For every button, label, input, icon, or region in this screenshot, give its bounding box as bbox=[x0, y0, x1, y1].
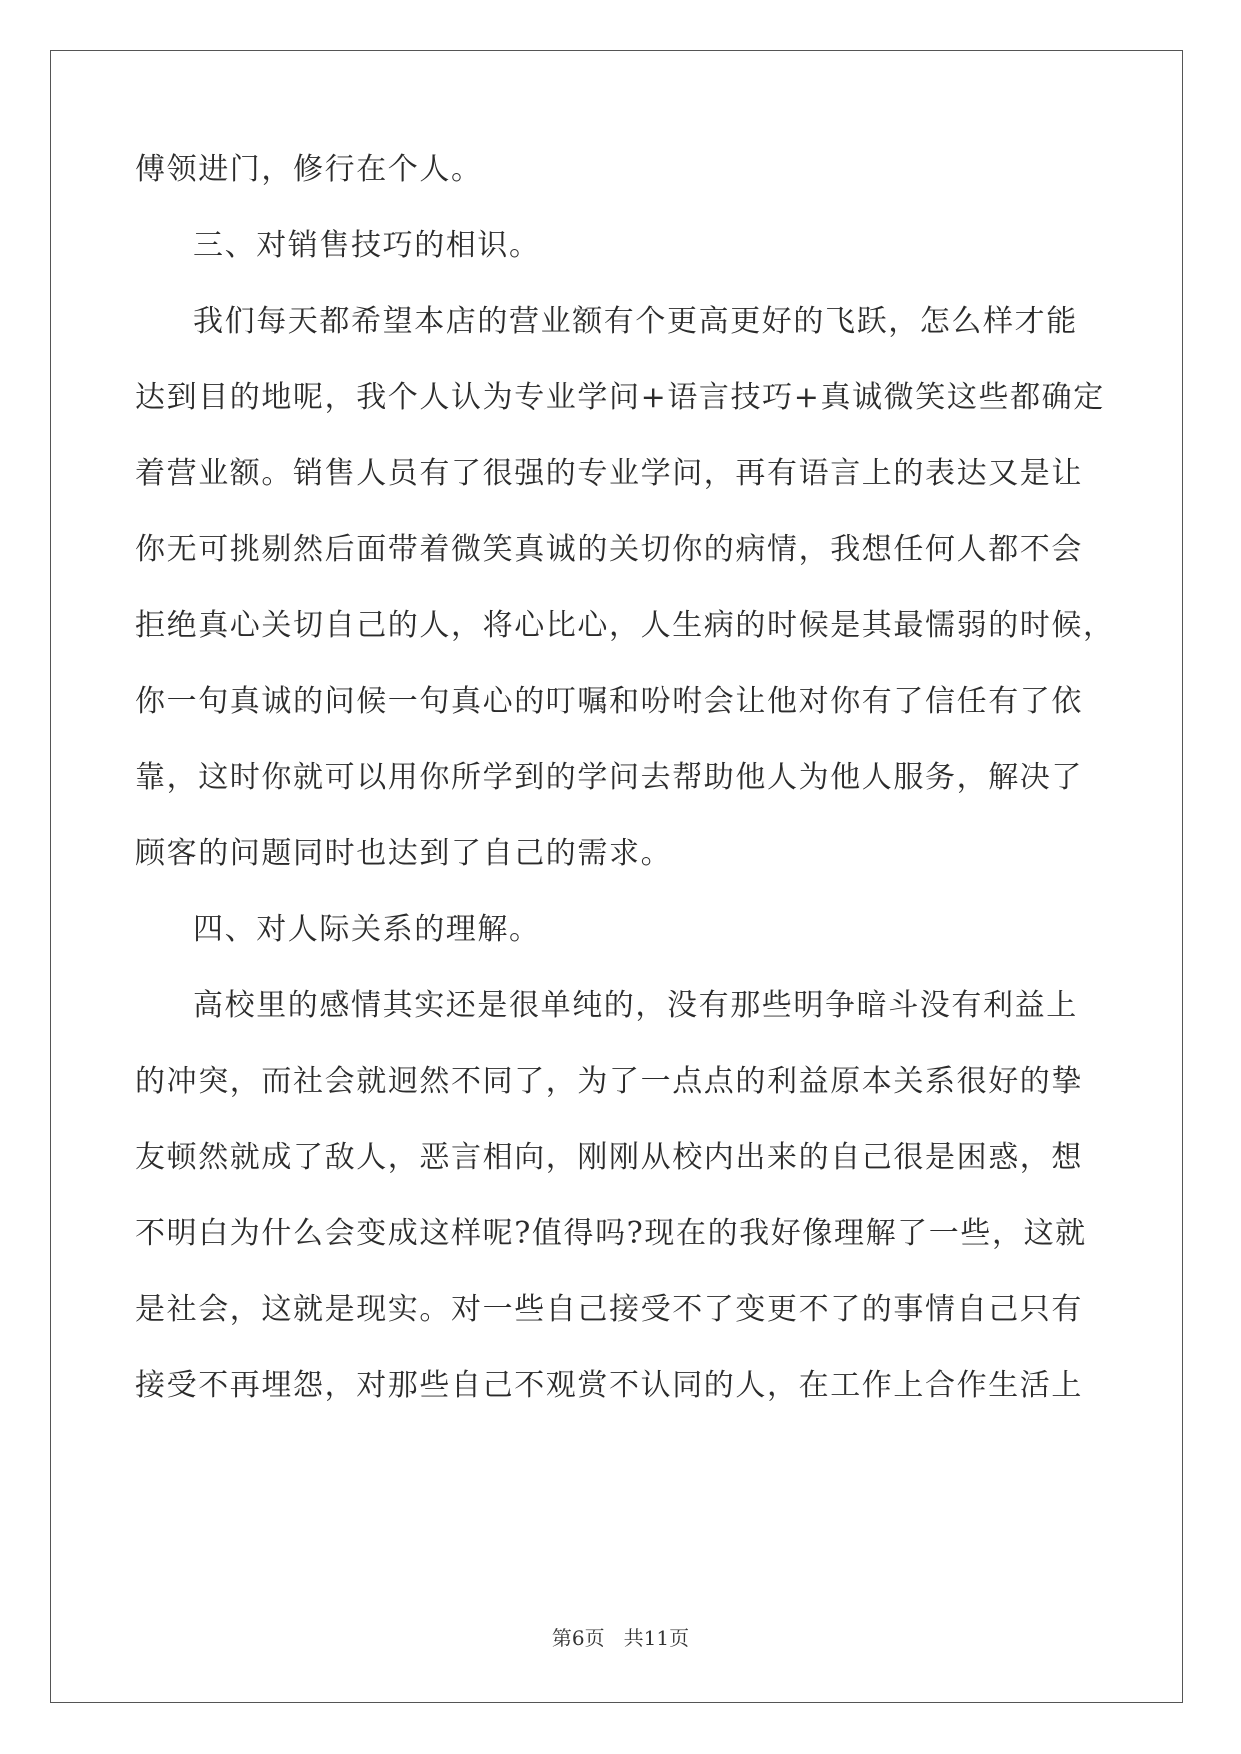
text-line: 达到目的地呢，我个人认为专业学问+语言技巧+真诚微笑这些都确定 bbox=[135, 380, 1105, 415]
text-line: 傅领进门，修行在个人。 bbox=[135, 152, 483, 187]
text-line: 你无可挑剔然后面带着微笑真诚的关切你的病情，我想任何人都不会 bbox=[135, 532, 1083, 567]
text-line: 着营业额。销售人员有了很强的专业学问，再有语言上的表达又是让 bbox=[135, 456, 1083, 491]
page-footer bbox=[0, 1626, 1241, 1650]
text-line: 的冲突，而社会就迥然不同了，为了一点点的利益原本关系很好的挚 bbox=[135, 1064, 1083, 1099]
text-line: 拒绝真心关切自己的人，将心比心，人生病的时候是其最懦弱的时候， bbox=[135, 608, 1115, 643]
text-line: 靠，这时你就可以用你所学到的学问去帮助他人为他人服务，解决了 bbox=[135, 760, 1083, 795]
text-line: 顾客的问题同时也达到了自己的需求。 bbox=[135, 836, 673, 871]
text-line: 我们每天都希望本店的营业额有个更高更好的飞跃，怎么样才能 bbox=[193, 304, 1078, 339]
text-line: 不明白为什么会变成这样呢?值得吗?现在的我好像理解了一些，这就 bbox=[135, 1216, 1087, 1251]
text-line: 你一句真诚的问候一句真心的叮嘱和吩咐会让他对你有了信任有了依 bbox=[135, 684, 1083, 719]
text-line: 友顿然就成了敌人，恶言相向，刚刚从校内出来的自己很是困惑，想 bbox=[135, 1140, 1083, 1175]
page-total: 共11页 bbox=[623, 1626, 690, 1650]
page-number: 第6页 bbox=[551, 1626, 605, 1650]
section-heading: 三、对销售技巧的相识。 bbox=[193, 228, 541, 263]
text-line: 接受不再埋怨，对那些自己不观赏不认同的人，在工作上合作生活上 bbox=[135, 1368, 1083, 1403]
section-heading: 四、对人际关系的理解。 bbox=[193, 912, 541, 947]
text-line: 高校里的感情其实还是很单纯的，没有那些明争暗斗没有利益上 bbox=[193, 988, 1078, 1023]
text-line: 是社会，这就是现实。对一些自己接受不了变更不了的事情自己只有 bbox=[135, 1292, 1083, 1327]
